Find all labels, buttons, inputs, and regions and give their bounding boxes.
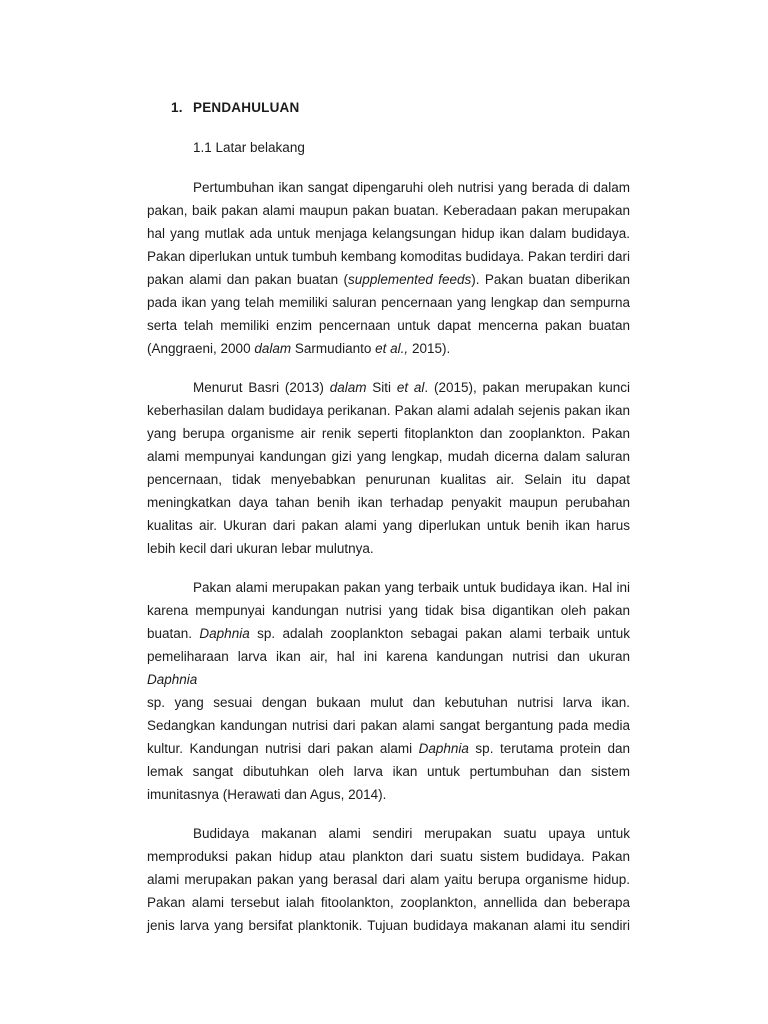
italic-text: Daphnia bbox=[147, 672, 198, 687]
text-run: serta telah memiliki enzim pencernaan untuk dapat mencerna pakan buatan bbox=[147, 318, 630, 333]
text-run: alami mempunyai kandungan gizi yang lengkap, mudah dicerna dalam saluran bbox=[147, 449, 630, 464]
text-line bbox=[147, 268, 630, 291]
italic-text: Daphnia bbox=[418, 741, 469, 756]
text-line bbox=[147, 714, 630, 737]
italic-text: dalam bbox=[254, 341, 292, 356]
paragraph bbox=[147, 176, 630, 360]
text-run: hal yang mutlak ada untuk menjaga kelangsungan hidup ikan dalam budidaya. bbox=[147, 226, 630, 241]
paragraph bbox=[147, 576, 630, 806]
text-run: pemeliharaan larva ikan air, hal ini karena kandungan nutrisi dan ukuran bbox=[147, 649, 630, 664]
text-line bbox=[147, 491, 630, 514]
text-run: memproduksi pakan hidup atau plankton dari suatu sistem budidaya. Pakan bbox=[147, 849, 630, 864]
section-heading bbox=[171, 100, 299, 115]
italic-text: et al bbox=[396, 380, 425, 395]
text-run: pada ikan yang telah memiliki saluran pencernaan yang lengkap dan sempurna bbox=[147, 295, 630, 310]
text-line bbox=[147, 537, 630, 560]
text-run: sp. yang sesuai dengan bukaan mulut dan kebutuhan nutrisi larva ikan. bbox=[147, 695, 630, 710]
text-run: jenis larva yang bersifat planktonik. Tujuan budidaya makanan alami itu sendiri bbox=[147, 918, 630, 933]
text-run: kultur. Kandungan nutrisi dari pakan alami bbox=[147, 741, 419, 756]
section-number: 1. bbox=[171, 100, 183, 115]
body-text bbox=[147, 176, 630, 937]
text-line bbox=[147, 760, 630, 783]
text-run: buatan. bbox=[147, 626, 200, 641]
text-run: imunitasnya (Herawati dan Agus, 2014). bbox=[147, 787, 387, 802]
text-run: Siti bbox=[366, 380, 397, 395]
text-run: kualitas air. Ukuran dari pakan alami yang diperlukan untuk benih ikan harus bbox=[147, 518, 630, 533]
text-run: Budidaya makanan alami sendiri merupakan suatu upaya untuk bbox=[193, 826, 630, 841]
italic-text: dalam bbox=[329, 380, 367, 395]
text-line bbox=[147, 737, 630, 760]
text-run: Sarmudianto bbox=[291, 341, 376, 356]
italic-text: et al., bbox=[375, 341, 409, 356]
text-run: Pakan diperlukan untuk tumbuh kembang komoditas budidaya. Pakan terdiri dari bbox=[147, 249, 630, 264]
paragraph bbox=[147, 376, 630, 560]
text-run: keberhasilan dalam budidaya perikanan. Pakan alami adalah sejenis pakan ikan bbox=[147, 403, 630, 418]
text-run: Pakan alami tersebut ialah fitoolankton, zooplankton, annellida dan beberapa bbox=[147, 895, 630, 910]
text-run: ). Pakan buatan diberikan bbox=[471, 272, 631, 287]
italic-text: Daphnia bbox=[199, 626, 250, 641]
text-line bbox=[147, 337, 630, 360]
text-line bbox=[147, 891, 630, 914]
text-line bbox=[147, 822, 630, 845]
text-run: karena mempunyai kandungan nutrisi yang tidak bisa digantikan oleh pakan bbox=[147, 603, 630, 618]
text-run: pencernaan, tidak menyebabkan penurunan kualitas air. Selain itu dapat bbox=[147, 472, 630, 487]
section-title: PENDAHULUAN bbox=[193, 100, 300, 115]
subsection-heading: 1.1 Latar belakang bbox=[193, 140, 305, 155]
text-run: (Anggraeni, 2000 bbox=[147, 341, 255, 356]
text-line bbox=[147, 783, 630, 806]
text-line bbox=[147, 199, 630, 222]
text-line bbox=[147, 245, 630, 268]
text-line bbox=[147, 691, 630, 714]
text-line bbox=[147, 576, 630, 599]
text-line bbox=[147, 422, 630, 445]
text-line bbox=[147, 468, 630, 491]
text-line bbox=[147, 868, 630, 891]
text-run: Menurut Basri (2013) bbox=[193, 380, 330, 395]
text-line bbox=[147, 514, 630, 537]
text-run: sp. terutama protein dan bbox=[468, 741, 631, 756]
text-run: Pakan alami merupakan pakan yang terbaik untuk budidaya ikan. Hal ini bbox=[193, 580, 630, 595]
text-run: alami merupakan pakan yang berasal dari alam yaitu berupa organisme hidup. bbox=[147, 872, 630, 887]
text-run: lemak sangat dibutuhkan oleh larva ikan untuk pertumbuhan dan sistem bbox=[147, 764, 630, 779]
text-line bbox=[147, 622, 630, 645]
italic-text: supplemented feeds bbox=[348, 272, 472, 287]
text-line bbox=[147, 376, 630, 399]
text-line bbox=[147, 599, 630, 622]
text-run: . (2015), pakan merupakan kunci bbox=[424, 380, 630, 395]
text-run: meningkatkan daya tahan benih ikan terhadap penyakit maupun perubahan bbox=[147, 495, 630, 510]
text-line bbox=[147, 399, 630, 422]
text-run: Pertumbuhan ikan sangat dipengaruhi oleh nutrisi yang berada di dalam bbox=[193, 180, 630, 195]
text-line bbox=[147, 222, 630, 245]
text-run: pakan, baik pakan alami maupun pakan buatan. Keberadaan pakan merupakan bbox=[147, 203, 630, 218]
text-line bbox=[147, 845, 630, 868]
text-line bbox=[147, 314, 630, 337]
text-run: pakan alami dan pakan buatan ( bbox=[147, 272, 349, 287]
text-line bbox=[147, 914, 630, 937]
text-line bbox=[147, 291, 630, 314]
text-line bbox=[147, 176, 630, 199]
text-run: 2015). bbox=[408, 341, 451, 356]
text-line bbox=[147, 445, 630, 468]
text-run: sp. adalah zooplankton sebagai pakan alami terbaik untuk bbox=[249, 626, 630, 641]
text-run: lebih kecil dari ukuran lebar mulutnya. bbox=[147, 541, 374, 556]
paragraph bbox=[147, 822, 630, 937]
text-run: Sedangkan kandungan nutrisi dari pakan alami sangat bergantung pada media bbox=[147, 718, 630, 733]
text-run: yang berupa organisme air renik seperti fitoplankton dan zooplankton. Pakan bbox=[147, 426, 630, 441]
text-line bbox=[147, 645, 630, 691]
